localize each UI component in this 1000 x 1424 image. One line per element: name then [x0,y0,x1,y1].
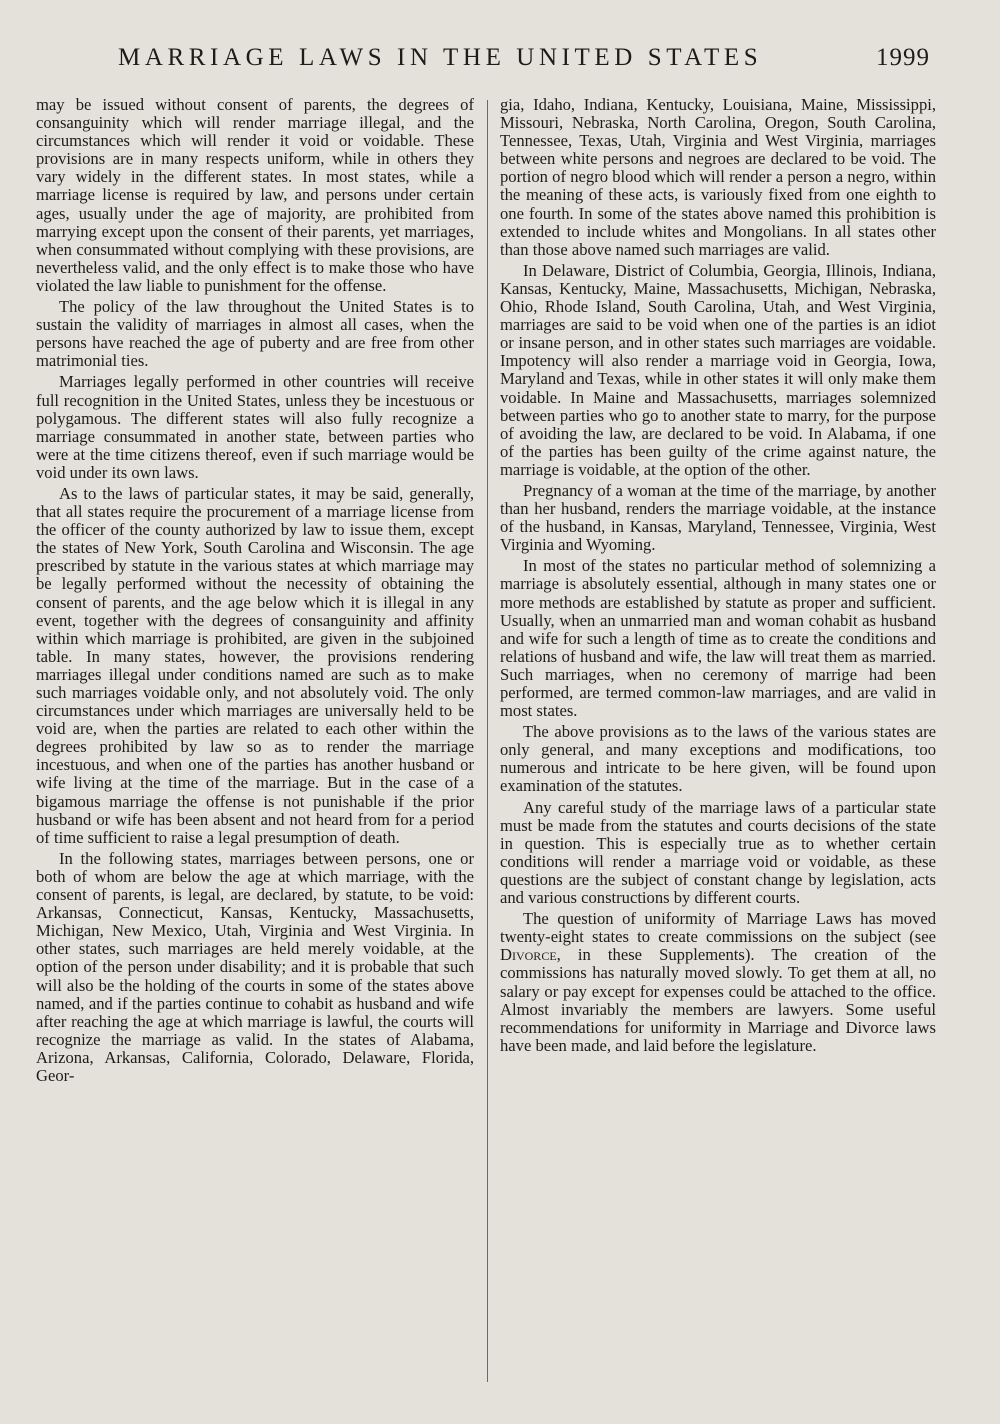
paragraph: In the following states, marriages between persons, one or both of whom are below the age at which marriage, with the consent of parents, is legal, are declared, by statute, to be void: Arkansas, Connecticut, Kansas, Kentucky, Massachusetts, Michigan, New Mexico, Utah, Virginia and West Virginia. In other states, such marriages are held merely voidable, at the option of the person under disability; and it is probable that such will also be the holding of the courts in some of the states above named, and if the parties continue to cohabit as husband and wife after reaching the age at which marriage is lawful, the courts will recognize the marriage as valid. In the states of Alabama, Arizona, Arkansas, California, Colorado, Delaware, Florida, Geor- [36,848,474,1085]
running-header [0,44,1000,80]
paragraph: As to the laws of particular states, it may be said, generally, that all states require the procurement of a marriage license from the officer of the county authorized by law to issue them, except the states of New York, South Carolina and Wisconsin. The age prescribed by statute in the various states at which marriage may be legally performed without the necessity of obtaining the consent of parents, and the age below which it is illegal in any event, together with the degrees of consanguinity and affinity within which marriage is prohibited, are given in the subjoined table. In many states, however, the provisions rendering marriages illegal under conditions named are such as to make such marriages voidable only, and not absolutely void. The only circumstances under which marriages are universally held to be void are, when the parties are related to each other within the degrees prohibited by law so as to render the marriage incestuous, and when one of the parties has another husband or wife living at the time of the marriage. But in the case of a bigamous marriage the offense is not punishable if the prior husband or wife has been absent and not heard from for a period of time sufficient to raise a legal presumption of death. [36,483,474,847]
page-number: 1999 [876,44,930,71]
column-divider [487,100,488,1382]
paragraph: gia, Idaho, Indiana, Kentucky, Louisiana, Maine, Mississippi, Missouri, Nebraska, North Carolina, Oregon, South Carolina, Tennessee, Texas, Utah, Virginia and West Virginia, marriages between white persons and negroes are declared to be void. The portion of negro blood which will render a person a negro, within the meaning of these acts, is variously fixed from one eighth to one fourth. In some of the states above named this prohibition is extended to include whites and Mongolians. In all states other than those above named such marriages are valid. [500,95,936,259]
paragraph: In most of the states no particular method of solemnizing a marriage is absolutely essential, although in many states one or more methods are established by statute as proper and sufficient. Usually, when an unmarried man and woman cohabit as husband and wife for such a length of time as to create the conditions and relations of husband and wife, the law will treat them as married. Such marriages, when no ceremony of marrige had been performed, are termed common-law marriages, and are valid in most states. [500,556,936,721]
paragraph: Any careful study of the marriage laws of a particular state must be made from the statutes and courts decisions of the state in question. This is especially true as to whether certain conditions will render a marriage void or voidable, as these questions are the subject of constant change by legislation, acts and various constructions by different courts. [500,797,936,908]
right-column [500,96,936,1055]
running-title: MARRIAGE LAWS IN THE UNITED STATES [118,44,763,71]
paragraph: In Delaware, District of Columbia, Georgia, Illinois, Indiana, Kansas, Kentucky, Maine, Massachusetts, Michigan, Nebraska, Ohio, Rhode Island, South Carolina, Utah, and West Virginia, marriages are said to be void when one of the parties is an idiot or insane person, and in other states such marriages are voidable. Impotency will also render a marriage void in Georgia, Iowa, Maryland and Texas, while in other states it will only make them voidable. In Maine and Massachusetts, marriages solemnized between parties who go to another state to marry, for the purpose of avoiding the law, are declared to be void. In Alabama, if one of the parties has been guilty of the crime against nature, the marriage is voidable, at the option of the other. [500,260,936,479]
paragraph-text: , in these Supplements). The creation of the commissions has naturally moved slowly. To get them at all, no salary or pay except for expenses could be attached to the office. Almost invariably the members are lawyers. Some useful recommendations for uniformity in Marriage and Divorce laws have been made, and laid before the legislature. [500,945,936,1055]
paragraph: The above provisions as to the laws of the various states are only general, and many exceptions and modifications, too numerous and intricate to be here given, will be found upon examination of the statutes. [500,722,936,796]
paragraph: The policy of the law throughout the United States is to sustain the validity of marriages in almost all cases, when the persons have reached the age of puberty and are free from other matrimonial ties. [36,297,474,371]
paragraph [500,910,936,1055]
paragraph-text: The question of uniformity of Marriage Laws has moved twenty-eight states to create commissions on the subject (see [500,909,936,947]
paragraph: Marriages legally performed in other countries will receive full recognition in the United States, unless they be incestuous or polygamous. The different states will also fully recognize a marriage consummated in another state, between parties who were at the time citizens thereof, even if such marriage would be void under its own laws. [36,372,474,482]
paragraph: may be issued without consent of parents, the degrees of consanguinity which will render marriage illegal, and the circumstances which will render it void or voidable. These provisions are in many respects uniform, while in others they vary widely in the different states. In most states, while a marriage license is required by law, and persons under certain ages, usually under the age of majority, are prohibited from marrying except upon the consent of their parents, yet marriages, when consummated without complying with these provisions, are nevertheless valid, and the only effect is to make those who have violated the law liable to punishment for the offense. [36,95,474,295]
paragraph: Pregnancy of a woman at the time of the marriage, by another than her husband, renders the marriage voidable, at the instance of the husband, in Kansas, Maryland, Tennessee, Virginia, West Virginia and Wyoming. [500,480,936,555]
left-column [36,96,474,1085]
cross-reference: Divorce [500,945,557,965]
